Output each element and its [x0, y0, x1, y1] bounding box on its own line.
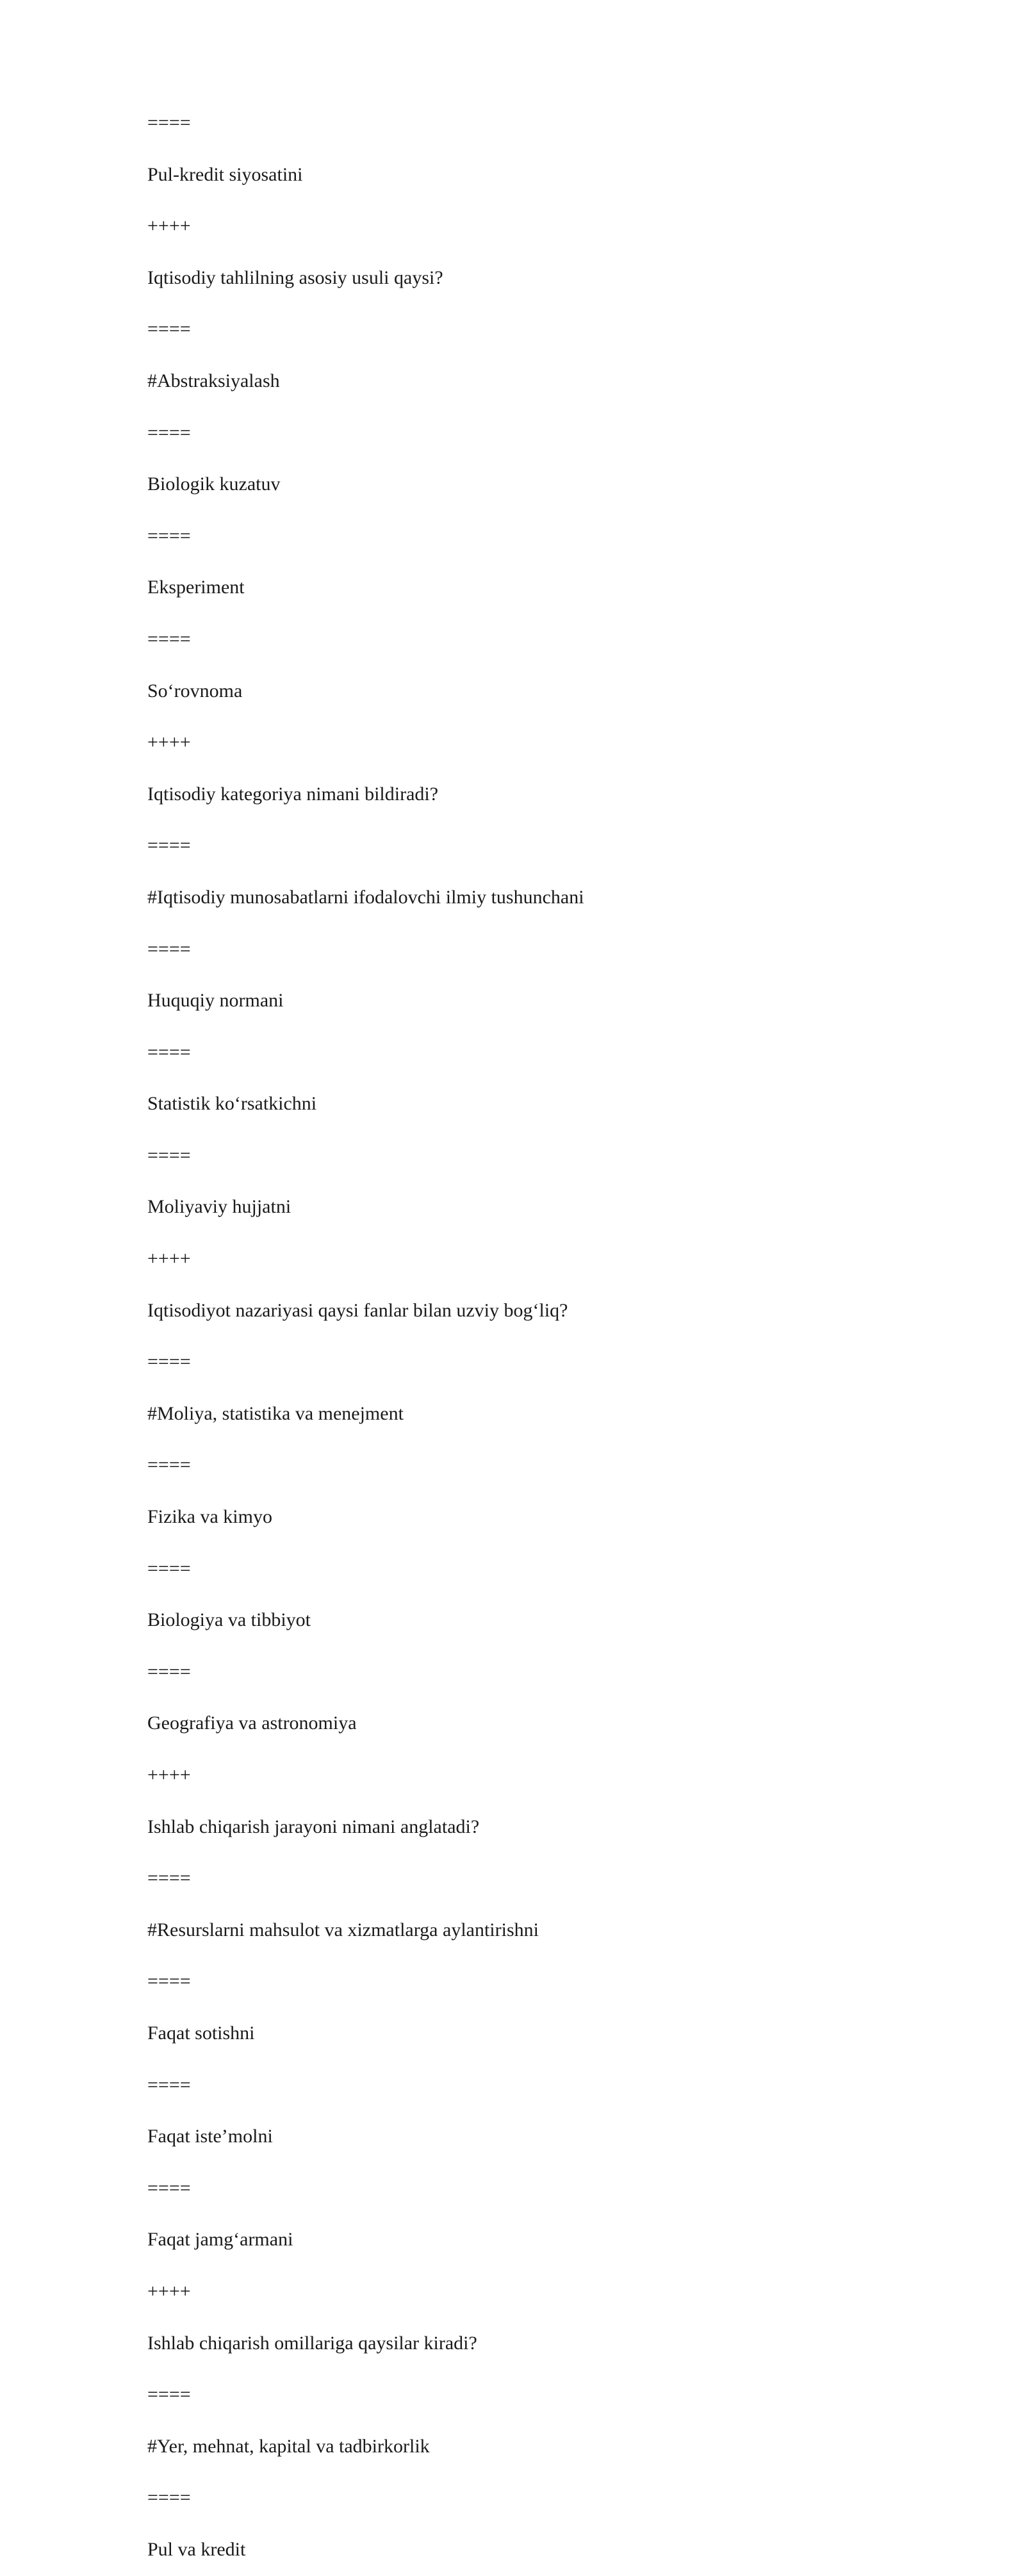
- separator-line: ====: [147, 318, 191, 340]
- separator-line: ====: [147, 112, 191, 133]
- question-text: Iqtisodiy kategoriya nimani bildiradi?: [147, 783, 439, 805]
- answer-option: Pul-kredit siyosatini: [147, 163, 303, 185]
- answer-option: Faqat sotishni: [147, 2022, 255, 2044]
- correct-answer-option: #Yer, mehnat, kapital va tadbirkorlik: [147, 2435, 430, 2457]
- separator-line: ====: [147, 628, 191, 650]
- separator-line: ====: [147, 525, 191, 546]
- correct-answer-option: #Resurslarni mahsulot va xizmatlarga aylantirishni: [147, 1919, 539, 1940]
- answer-option: Pul va kredit: [147, 2538, 246, 2560]
- separator-line: ====: [147, 835, 191, 857]
- correct-answer-option: #Moliya, statistika va menejment: [147, 1402, 404, 1424]
- answer-option: Biologik kuzatuv: [147, 473, 281, 495]
- separator-line: ====: [147, 2074, 191, 2096]
- separator-line: ====: [147, 1351, 191, 1373]
- answer-option: So‘rovnoma: [147, 680, 243, 701]
- answer-option: Faqat jamg‘armani: [147, 2229, 293, 2251]
- question-text: Iqtisodiyot nazariyasi qaysi fanlar bilan uzviy bog‘liq?: [147, 1299, 568, 1321]
- separator-line: ====: [147, 2384, 191, 2406]
- separator-line: ====: [147, 2177, 191, 2199]
- separator-line: ====: [147, 1454, 191, 1476]
- correct-answer-option: #Abstraksiyalash: [147, 370, 280, 391]
- separator-line: ====: [147, 1971, 191, 1992]
- answer-option: Moliyaviy hujjatni: [147, 1196, 291, 1218]
- answer-option: Huquqiy normani: [147, 990, 284, 1012]
- question-separator: ++++: [147, 2280, 191, 2302]
- separator-line: ====: [147, 1661, 191, 1682]
- separator-line: ====: [147, 422, 191, 443]
- document-body: [147, 97, 916, 2576]
- separator-line: ====: [147, 1041, 191, 1063]
- separator-line: ====: [147, 2487, 191, 2509]
- separator-line: ====: [147, 1557, 191, 1579]
- answer-option: Geografiya va astronomiya: [147, 1712, 357, 1734]
- separator-line: ====: [147, 1867, 191, 1889]
- question-text: Iqtisodiy tahlilning asosiy usuli qaysi?: [147, 267, 443, 288]
- question-text: Ishlab chiqarish jarayoni nimani anglatadi?: [147, 1816, 480, 1837]
- answer-option: Eksperiment: [147, 577, 245, 598]
- question-separator: ++++: [147, 732, 191, 753]
- answer-option: Statistik ko‘rsatkichni: [147, 1093, 317, 1115]
- question-separator: ++++: [147, 1248, 191, 1270]
- question-separator: ++++: [147, 215, 191, 237]
- answer-option: Biologiya va tibbiyot: [147, 1609, 311, 1631]
- answer-option: Faqat iste’molni: [147, 2126, 273, 2147]
- question-separator: ++++: [147, 1764, 191, 1785]
- separator-line: ====: [147, 1144, 191, 1166]
- question-text: Ishlab chiqarish omillariga qaysilar kiradi?: [147, 2332, 477, 2354]
- answer-option: Fizika va kimyo: [147, 1506, 272, 1528]
- separator-line: ====: [147, 938, 191, 960]
- correct-answer-option: #Iqtisodiy munosabatlarni ifodalovchi ilmiy tushunchani: [147, 886, 584, 908]
